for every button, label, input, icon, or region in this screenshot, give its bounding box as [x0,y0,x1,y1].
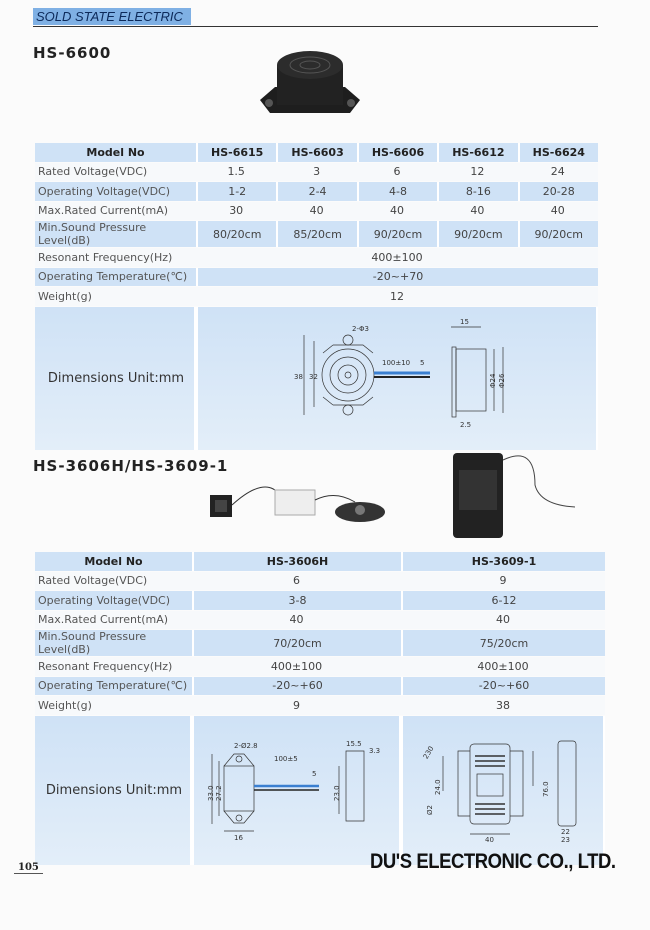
cell: 3-8 [192,591,401,610]
header-cell: HS-3606H [192,552,401,571]
cell: 90/20cm [357,221,437,247]
table-row [35,630,605,656]
row-label: Operating Temperature(℃) [35,268,196,287]
table-row [35,611,605,630]
header-cell: HS-6624 [518,143,598,162]
cell: 12 [437,163,517,182]
dim-side-height: 23.0 [333,784,341,801]
hs3609-1-drawing-cell [401,716,605,865]
row-label: Rated Voltage(VDC) [35,163,196,182]
table-row [35,268,598,287]
header-cell: HS-3609-1 [401,552,605,571]
header-cell: HS-6603 [276,143,356,162]
cell: 90/20cm [518,221,598,247]
hs3606h-photo [205,470,390,530]
table-row [35,182,598,201]
dimensions-row [35,716,605,865]
dim-holes: 2-Φ3 [352,324,369,333]
table-row [35,696,605,715]
header-cell: HS-6606 [357,143,437,162]
hs3609-1-photo [445,445,585,540]
cell: 1.5 [196,163,276,182]
dim-plug: 24.0 [434,778,442,795]
cell: 24 [518,163,598,182]
row-label: Operating Voltage(VDC) [35,182,196,201]
dim-depth-23: 23 [561,835,570,844]
cell: 40 [357,202,437,221]
row-label: Weight(g) [35,696,192,715]
dim-strip: 5 [312,769,317,778]
hs3606h-spec-table [35,551,605,866]
dim-depth: 15.5 [346,739,362,748]
dim-cable: 230 [421,744,436,760]
cell: 40 [401,611,605,630]
page-number: 105 [14,862,43,874]
cell: 3 [276,163,356,182]
cell: 40 [437,202,517,221]
section-title-hs3606h: HS-3606H/HS-3609-1 [33,457,229,475]
cell: 9 [401,572,605,591]
hs3606h-drawing-cell [192,716,401,865]
dimensions-label: Dimensions Unit:mm [35,307,196,450]
table-row [35,221,598,247]
cell: 2-4 [276,182,356,201]
hs6600-dimension-drawing [198,307,596,447]
cell: 38 [401,696,605,715]
dimensions-row [35,307,598,450]
dim-holes: 2-Ø2.8 [234,741,258,750]
dim-d26: Φ26 [498,373,506,388]
table-row [35,591,605,610]
cell: 85/20cm [276,221,356,247]
cell: 6-12 [401,591,605,610]
cell: -20~+60 [192,677,401,696]
dim-strip: 5 [420,358,425,367]
dimensions-label: Dimensions Unit:mm [35,716,192,865]
dim-pin: Ø2 [426,804,434,815]
row-label: Max.Rated Current(mA) [35,611,192,630]
header-cell: Model No [35,143,196,162]
row-label: Weight(g) [35,287,196,306]
dim-d24: Φ24 [489,373,497,388]
cell: 8-16 [437,182,517,201]
cell: 6 [192,572,401,591]
cell: 40 [518,202,598,221]
cell: 400±100 [401,657,605,676]
cell: 70/20cm [192,630,401,656]
row-label: Rated Voltage(VDC) [35,572,192,591]
hs3609-1-dimension-drawing [403,716,603,862]
brand-banner: SOLD STATE ELECTRIC [33,8,191,25]
cell: -20~+70 [196,268,598,287]
section-title-hs6600: HS-6600 [33,44,112,62]
row-label: Operating Temperature(℃) [35,677,192,696]
header-cell: HS-6615 [196,143,276,162]
dim-width: 40 [485,835,494,844]
cell: 80/20cm [196,221,276,247]
cell: 30 [196,202,276,221]
dim-lead: 100±10 [382,358,411,367]
cell: 40 [276,202,356,221]
cell: 1-2 [196,182,276,201]
table-row [35,163,598,182]
cell: 400±100 [196,248,598,267]
hs3606h-dimension-drawing [194,716,399,862]
table-row [35,657,605,676]
row-label: Max.Rated Current(mA) [35,202,196,221]
company-name: DU'S ELECTRONIC CO., LTD. [370,850,616,873]
dim-height-38: 38 [294,372,303,381]
buzzer-photo [255,45,365,120]
cell: 75/20cm [401,630,605,656]
row-label: Min.Sound Pressure Level(dB) [35,630,192,656]
dim-height-27: 27.2 [215,784,223,801]
header-divider [33,26,598,27]
row-label: Resonant Frequency(Hz) [35,657,192,676]
cell: 9 [192,696,401,715]
dim-flange: 2.5 [460,420,472,429]
cell: 6 [357,163,437,182]
table-row [35,677,605,696]
cell: 4-8 [357,182,437,201]
cell: 12 [196,287,598,306]
dim-thickness: 3.3 [369,746,381,755]
cell: 90/20cm [437,221,517,247]
dim-depth: 15 [460,317,469,326]
table-row [35,572,605,591]
row-label: Resonant Frequency(Hz) [35,248,196,267]
dim-height-33: 33.0 [207,784,215,801]
dim-height: 76.0 [542,780,550,797]
cell: -20~+60 [401,677,605,696]
dim-width: 16 [234,833,243,842]
dim-lead: 100±5 [274,754,298,763]
cell: 40 [192,611,401,630]
header-cell: HS-6612 [437,143,517,162]
table-row [35,202,598,221]
hs6600-spec-table [35,142,598,451]
row-label: Min.Sound Pressure Level(dB) [35,221,196,247]
table-row [35,287,598,306]
dim-height-32: 32 [309,372,318,381]
cell: 20-28 [518,182,598,201]
row-label: Operating Voltage(VDC) [35,591,192,610]
cell: 400±100 [192,657,401,676]
table-row [35,248,598,267]
table-header-row [35,143,598,162]
dimensions-drawing-cell [196,307,598,450]
header-cell: Model No [35,552,192,571]
dim-depth-22: 22 [561,827,570,836]
table-header-row [35,552,605,571]
